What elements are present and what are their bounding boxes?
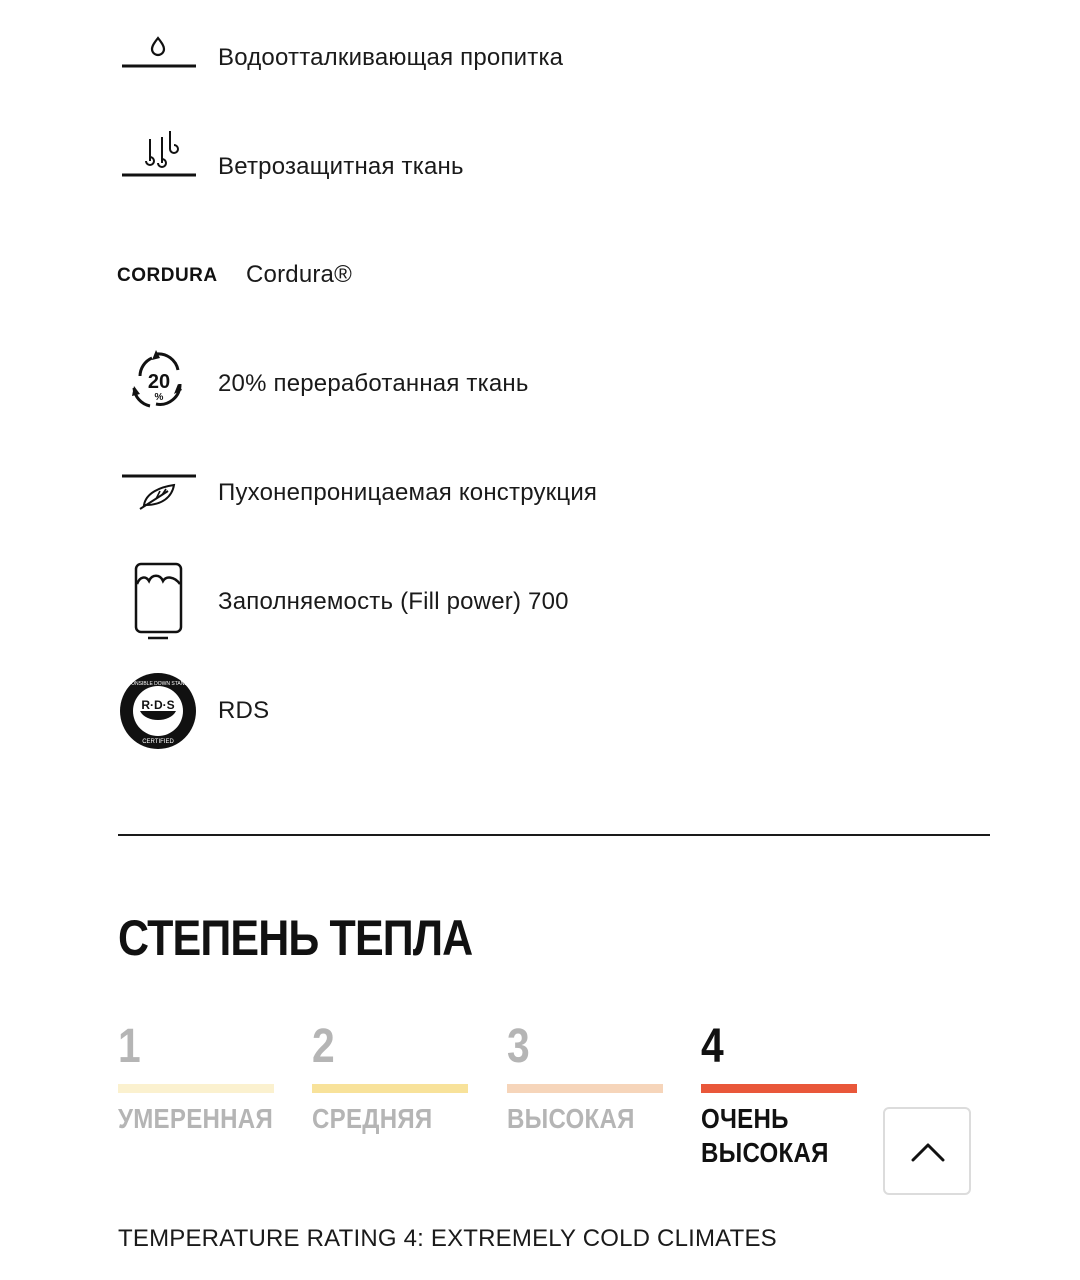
feature-label: Заполняемость (Fill power) 700 [218, 588, 569, 615]
feature-water-repellent [0, 18, 1080, 98]
feature-label: Пухонепроницаемая конструкция [218, 479, 598, 506]
heat-level-number: 1 [118, 1020, 141, 1073]
cordura-logo-text: CORDURA [117, 265, 218, 286]
water-drop-icon [116, 18, 200, 98]
feather-icon [116, 453, 200, 533]
section-divider [118, 834, 990, 836]
rds-badge-icon [116, 671, 200, 751]
rds-badge-text: R·D·S [141, 698, 175, 712]
heat-level-name: ВЫСОКАЯ [507, 1103, 635, 1134]
heat-level-bar [507, 1084, 663, 1093]
feature-rds [0, 671, 1080, 751]
heat-level-number: 2 [312, 1020, 335, 1073]
rds-ring-text: RESPONSIBLE DOWN STANDARD [117, 681, 199, 687]
heat-level-2 [312, 1018, 470, 1178]
rds-bottom-text: CERTIFIED [142, 739, 174, 745]
feature-label: Ветрозащитная ткань [218, 153, 464, 180]
heat-level-number: 4 [701, 1020, 724, 1073]
heat-level-bar [701, 1084, 857, 1093]
feature-label: Cordura® [246, 261, 352, 288]
feature-windproof [0, 127, 1080, 207]
scroll-to-top-button[interactable] [883, 1107, 971, 1195]
heat-level-3 [507, 1018, 665, 1178]
recycle-number: 20 [147, 371, 171, 393]
cordura-logo [116, 235, 236, 315]
heat-section-title: СТЕПЕНЬ ТЕПЛА [118, 910, 473, 966]
heat-level-1 [118, 1018, 276, 1178]
feature-label: RDS [218, 697, 270, 724]
feature-label: Водоотталкивающая пропитка [218, 44, 564, 71]
heat-level-name: УМЕРЕННАЯ [118, 1103, 274, 1134]
heat-level-bar [312, 1084, 468, 1093]
heat-level-name: ОЧЕНЬ ВЫСОКАЯ [701, 1103, 829, 1168]
feature-label: 20% переработанная ткань [218, 370, 529, 397]
feature-downproof [0, 453, 1080, 533]
recycle-20-icon [116, 344, 200, 424]
feature-fill-power [0, 562, 1080, 642]
fill-power-icon [116, 562, 200, 642]
temperature-rating-text: TEMPERATURE RATING 4: EXTREMELY COLD CLIMATES [118, 1225, 777, 1252]
feature-cordura [0, 235, 1080, 315]
heat-level-name: СРЕДНЯЯ [312, 1103, 433, 1134]
feature-recycled [0, 344, 1080, 424]
chevron-up-icon [911, 1139, 945, 1165]
wind-icon [116, 127, 200, 207]
heat-level-bar [118, 1084, 274, 1093]
recycle-percent: % [154, 392, 164, 403]
heat-level-4 [701, 1018, 859, 1178]
heat-level-number: 3 [507, 1020, 530, 1073]
